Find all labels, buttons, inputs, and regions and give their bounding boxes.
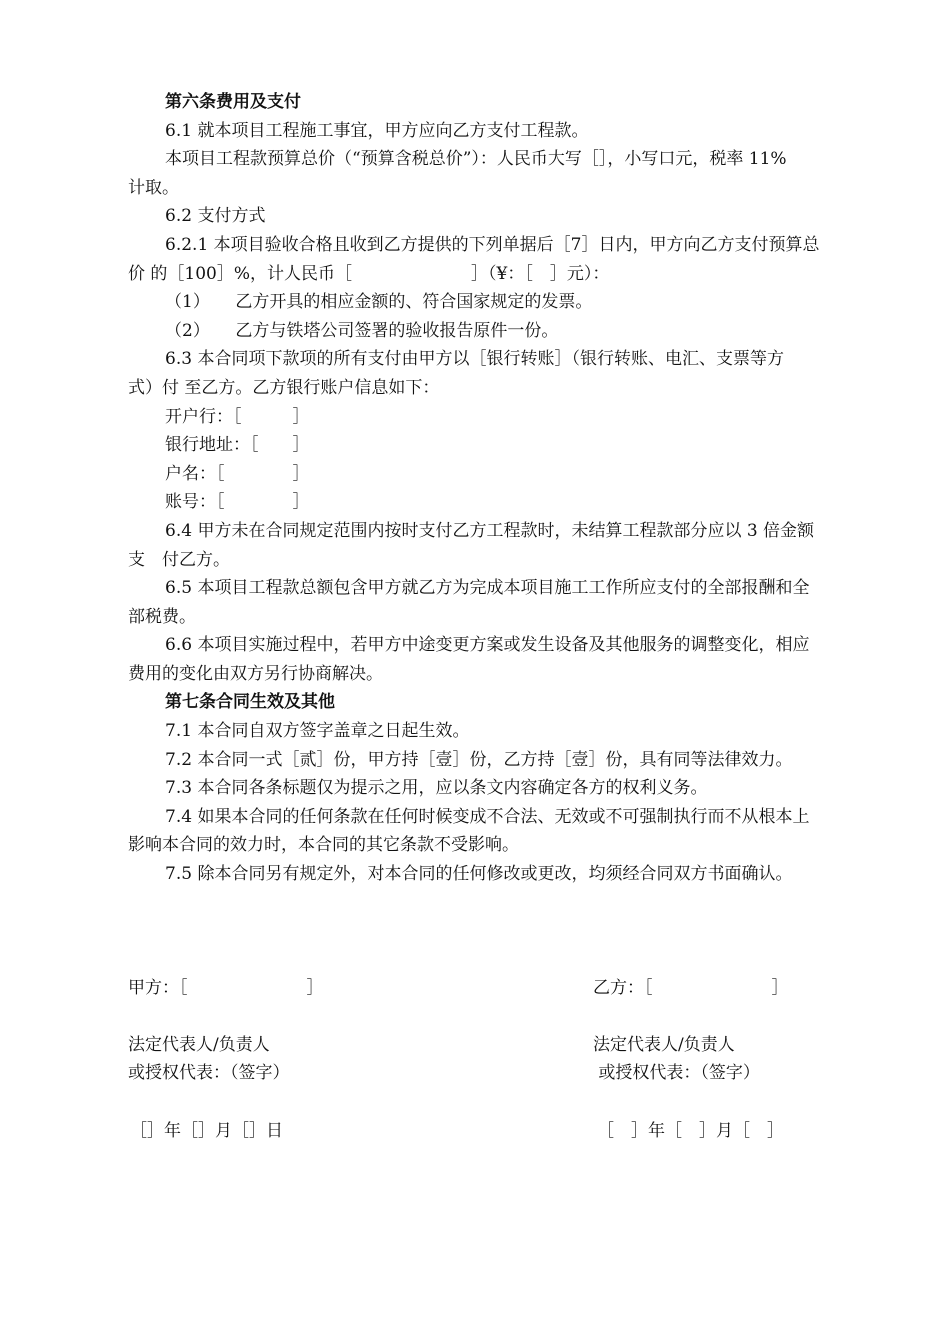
party-a-name: 甲方：［ ］: [128, 978, 324, 998]
clause-6-2: 6.2 支付方式: [165, 206, 266, 227]
clause-7-2: 7.2 本合同一式［贰］份，甲方持［壹］份，乙方持［壹］份，具有同等法律效力。: [165, 749, 793, 770]
document-item-1: （1） 乙方开具的相应金额的、符合国家规定的发票。: [165, 292, 593, 313]
budget-clause-line1: 本项目工程款预算总价（“预算含税总价”）：人民币大写［］，小写口元，税率 11%: [165, 149, 787, 170]
contract-body: [128, 88, 898, 889]
bank-name-field: 开户行：［ ］: [165, 406, 310, 427]
clause-6-3-line2: 式）付 至乙方。乙方银行账户信息如下：: [128, 377, 440, 398]
clause-6-3-line1: 6.3 本合同项下款项的所有支付由甲方以［银行转账］（银行转账、电汇、支票等方: [165, 349, 784, 370]
clause-7-5: 7.5 除本合同另有规定外，对本合同的任何修改或更改，均须经合同双方书面确认。: [165, 864, 793, 885]
clause-6-4-line1: 6.4 甲方未在合同规定范围内按时支付乙方工程款时，未结算工程款部分应以 3 倍金额: [165, 520, 815, 541]
party-a-signature-label: 或授权代表：（签字）: [128, 1063, 290, 1083]
clause-6-2-1-line2: 价 的［100］%，计人民币［ ］（¥：［ ］元）：: [128, 263, 610, 284]
clause-6-6-line2: 费用的变化由双方另行协商解决。: [128, 663, 383, 684]
account-name-field: 户名：［ ］: [165, 463, 310, 484]
article-7-heading: 第七条合同生效及其他: [165, 692, 335, 713]
clause-6-5-line1: 6.5 本项目工程款总额包含甲方就乙方为完成本项目施工工作所应支付的全部报酬和全: [165, 578, 810, 599]
clause-7-4-line2: 影响本合同的效力时，本合同的其它条款不受影响。: [128, 835, 519, 856]
clause-6-5-line2: 部税费。: [128, 606, 196, 627]
party-a-representative-label: 法定代表人/负责人: [128, 1035, 270, 1055]
clause-6-6-line1: 6.6 本项目实施过程中，若甲方中途变更方案或发生设备及其他服务的调整变化，相应: [165, 635, 810, 656]
party-b-name: 乙方：［ ］: [593, 978, 789, 998]
party-b-signature-label: 或授权代表：（签字）: [593, 1063, 760, 1083]
bank-address-field: 银行地址：［ ］: [165, 435, 310, 456]
budget-clause-line2: 计取。: [128, 177, 179, 198]
clause-6-4-line2: 支 付乙方。: [128, 549, 230, 570]
clause-6-1: 6.1 就本项目工程施工事宜，甲方应向乙方支付工程款。: [165, 120, 589, 141]
party-b-representative-label: 法定代表人/负责人: [593, 1035, 735, 1055]
document-item-2: （2） 乙方与铁塔公司签署的验收报告原件一份。: [165, 320, 559, 341]
party-b-date: ［ ］年［ ］月［ ］: [597, 1121, 784, 1141]
clause-7-3: 7.3 本合同各条标题仅为提示之用，应以条文内容确定各方的权利义务。: [165, 778, 708, 799]
clause-7-4-line1: 7.4 如果本合同的任何条款在任何时候变成不合法、无效或不可强制执行而不从根本上: [165, 806, 810, 827]
clause-6-2-1-line1: 6.2.1 本项目验收合格且收到乙方提供的下列单据后［7］日内，甲方向乙方支付预算总: [165, 234, 820, 255]
article-6-heading: 第六条费用及支付: [165, 92, 301, 112]
account-number-field: 账号：［ ］: [165, 492, 310, 513]
clause-7-1: 7.1 本合同自双方签字盖章之日起生效。: [165, 721, 470, 742]
party-a-date: ［］年［］月［］日: [130, 1121, 283, 1141]
